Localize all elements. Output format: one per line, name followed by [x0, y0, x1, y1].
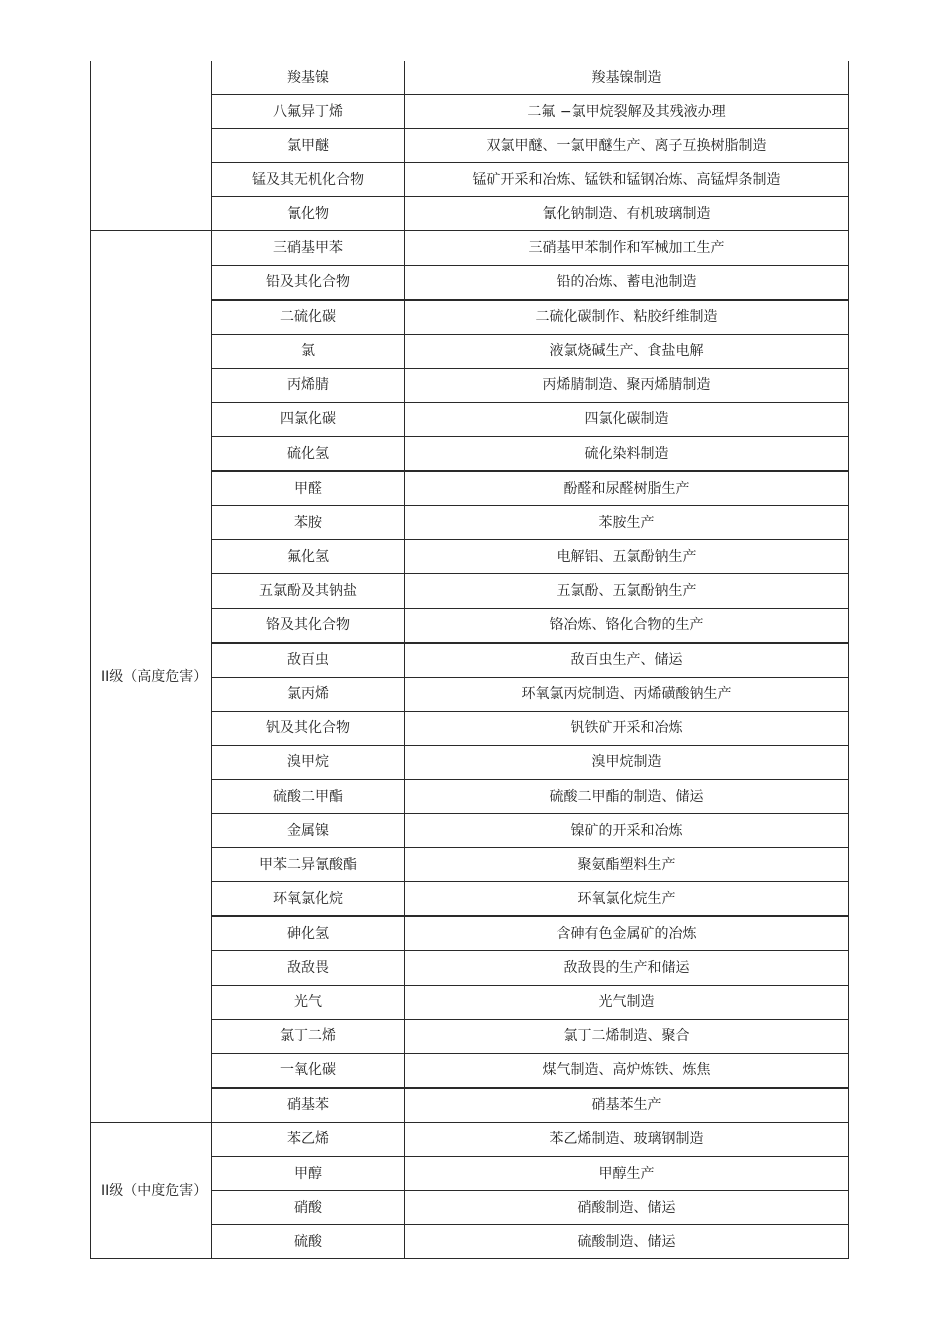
substance-cell: 硫化氢 — [212, 437, 405, 472]
hazard-level-cell — [91, 61, 212, 231]
substance-cell: 一氧化碳 — [212, 1053, 405, 1088]
industry-cell: 二硫化碳制作、粘胶纤维制造 — [405, 300, 849, 335]
industry-cell: 镍矿的开采和冶炼 — [405, 814, 849, 848]
industry-cell: 甲醇生产 — [405, 1157, 849, 1191]
industry-cell: 溴甲烷制造 — [405, 745, 849, 779]
industry-cell: 四氯化碳制造 — [405, 402, 849, 436]
substance-cell: 羧基镍 — [212, 61, 405, 95]
substance-cell: 溴甲烷 — [212, 745, 405, 779]
substance-cell: 铅及其化合物 — [212, 265, 405, 300]
substance-cell: 苯胺 — [212, 506, 405, 540]
substance-cell: 硫酸二甲酯 — [212, 779, 405, 813]
industry-cell: 氰化钠制造、有机玻璃制造 — [405, 197, 849, 231]
industry-cell: 苯胺生产 — [405, 506, 849, 540]
industry-cell: 敌敌畏的生产和储运 — [405, 951, 849, 985]
substance-cell: 氯 — [212, 334, 405, 368]
substance-cell: 苯乙烯 — [212, 1122, 405, 1156]
hazard-level-cell: II级（中度危害） — [91, 1122, 212, 1258]
substance-cell: 氯丙烯 — [212, 677, 405, 711]
industry-cell: 环氧氯化烷生产 — [405, 882, 849, 917]
industry-cell: 钒铁矿开采和冶炼 — [405, 711, 849, 745]
industry-cell: 苯乙烯制造、玻璃钢制造 — [405, 1122, 849, 1156]
industry-cell: 液氯烧碱生产、食盐电解 — [405, 334, 849, 368]
substance-cell: 丙烯腈 — [212, 368, 405, 402]
substance-cell: 五氯酚及其钠盐 — [212, 574, 405, 608]
industry-cell: 羧基镍制造 — [405, 61, 849, 95]
substance-cell: 硝酸 — [212, 1191, 405, 1225]
substance-cell: 铬及其化合物 — [212, 608, 405, 643]
hazard-level-cell: II级（高度危害） — [91, 231, 212, 1122]
substance-cell: 二硫化碳 — [212, 300, 405, 335]
substance-cell: 砷化氢 — [212, 916, 405, 951]
table-row — [91, 1122, 849, 1156]
substance-cell: 钒及其化合物 — [212, 711, 405, 745]
industry-cell: 铅的冶炼、蓄电池制造 — [405, 265, 849, 300]
substance-cell: 环氧氯化烷 — [212, 882, 405, 917]
substance-cell: 甲醇 — [212, 1157, 405, 1191]
industry-cell: 锰矿开采和冶炼、锰铁和锰钢冶炼、高锰焊条制造 — [405, 163, 849, 197]
substance-cell: 甲醛 — [212, 471, 405, 506]
industry-cell: 双氯甲醚、一氯甲醚生产、离子互换树脂制造 — [405, 129, 849, 163]
industry-cell: 聚氨酯塑料生产 — [405, 848, 849, 882]
substance-cell: 金属镍 — [212, 814, 405, 848]
substance-cell: 敌百虫 — [212, 643, 405, 678]
table-row — [91, 61, 849, 95]
industry-cell: 丙烯腈制造、聚丙烯腈制造 — [405, 368, 849, 402]
substance-cell: 硝基苯 — [212, 1088, 405, 1123]
industry-cell: 光气制造 — [405, 985, 849, 1019]
table-row — [91, 231, 849, 265]
industry-cell: 电解铝、五氯酚钠生产 — [405, 540, 849, 574]
substance-cell: 氯甲醚 — [212, 129, 405, 163]
hazard-table — [90, 61, 849, 1259]
substance-cell: 光气 — [212, 985, 405, 1019]
substance-cell: 敌敌畏 — [212, 951, 405, 985]
industry-cell: 硝酸制造、储运 — [405, 1191, 849, 1225]
industry-cell: 含砷有色金属矿的冶炼 — [405, 916, 849, 951]
industry-cell: 铬冶炼、铬化合物的生产 — [405, 608, 849, 643]
industry-cell: 五氯酚、五氯酚钠生产 — [405, 574, 849, 608]
industry-cell: 氯丁二烯制造、聚合 — [405, 1019, 849, 1053]
industry-cell: 三硝基甲苯制作和军械加工生产 — [405, 231, 849, 265]
substance-cell: 八氟异丁烯 — [212, 95, 405, 129]
substance-cell: 甲苯二异氰酸酯 — [212, 848, 405, 882]
industry-cell: 敌百虫生产、储运 — [405, 643, 849, 678]
industry-cell: 环氧氯丙烷制造、丙烯磺酸钠生产 — [405, 677, 849, 711]
industry-cell: 二氟 −氯甲烷裂解及其残液办理 — [405, 95, 849, 129]
industry-cell: 硫化染料制造 — [405, 437, 849, 472]
industry-cell: 酚醛和尿醛树脂生产 — [405, 471, 849, 506]
industry-cell: 硫酸制造、储运 — [405, 1225, 849, 1259]
substance-cell: 硫酸 — [212, 1225, 405, 1259]
industry-cell: 硫酸二甲酯的制造、储运 — [405, 779, 849, 813]
substance-cell: 四氯化碳 — [212, 402, 405, 436]
substance-cell: 氟化氢 — [212, 540, 405, 574]
industry-cell: 煤气制造、高炉炼铁、炼焦 — [405, 1053, 849, 1088]
substance-cell: 锰及其无机化合物 — [212, 163, 405, 197]
substance-cell: 氯丁二烯 — [212, 1019, 405, 1053]
substance-cell: 氰化物 — [212, 197, 405, 231]
industry-cell: 硝基苯生产 — [405, 1088, 849, 1123]
substance-cell: 三硝基甲苯 — [212, 231, 405, 265]
